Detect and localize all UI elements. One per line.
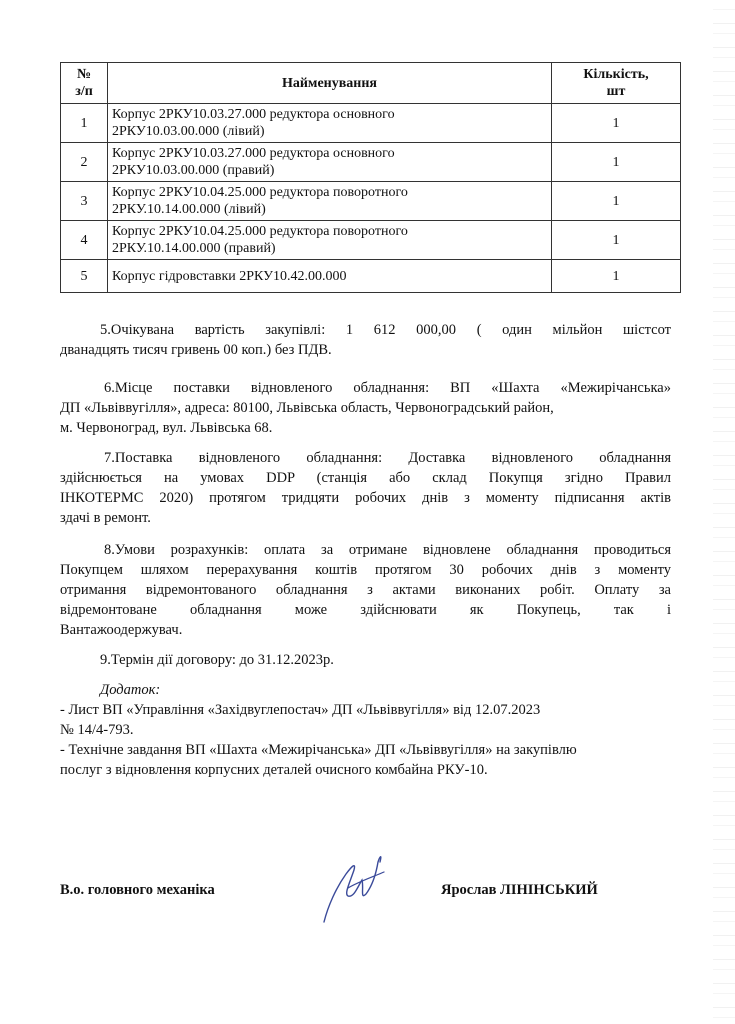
- text-line: 5.Очікувана вартість закупівлі: 1 612 000,00 ( один мільйон шістсот: [100, 322, 671, 338]
- text-line: ДП «Львіввугілля», адреса: 80100, Львівська область, Червоноградський район,: [60, 400, 554, 416]
- annex-title: Додаток:: [100, 682, 161, 698]
- handwritten-signature: [318, 848, 388, 928]
- section-9-term: [60, 650, 671, 670]
- row-name: Корпус 2РКУ10.03.27.000 редуктора основного 2РКУ10.03.00.000 (лівий): [108, 104, 552, 143]
- row-num: 5: [61, 260, 108, 293]
- text-line: Вантажоодержувач.: [60, 622, 183, 638]
- row-qty: 1: [552, 260, 681, 293]
- table-row: [61, 182, 681, 221]
- table-row: [61, 143, 681, 182]
- row-num: 4: [61, 221, 108, 260]
- annex-item: № 14/4-793.: [60, 722, 134, 738]
- header-num: № з/п: [61, 63, 108, 104]
- row-name: Корпус 2РКУ10.04.25.000 редуктора поворотного 2РКУ.10.14.00.000 (правий): [108, 221, 552, 260]
- text-line: здачі в ремонт.: [60, 510, 151, 526]
- text-line: отримання відремонтованого обладнання з актами виконаних робіт. Оплату за: [60, 582, 671, 598]
- text-line: Покупцем шляхом перерахування коштів протягом 30 робочих днів з моменту: [60, 562, 671, 578]
- table-row: [61, 260, 681, 293]
- text-line: 6.Місце поставки відновленого обладнання: ВП «Шахта «Межирічанська»: [104, 380, 671, 396]
- items-table: [60, 62, 681, 293]
- row-qty: 1: [552, 104, 681, 143]
- row-qty: 1: [552, 182, 681, 221]
- row-qty: 1: [552, 221, 681, 260]
- row-num: 2: [61, 143, 108, 182]
- table-row: [61, 104, 681, 143]
- row-name: Корпус 2РКУ10.04.25.000 редуктора поворотного 2РКУ.10.14.00.000 (лівий): [108, 182, 552, 221]
- annex-item: послуг з відновлення корпусних деталей очисного комбайна РКУ-10.: [60, 762, 488, 778]
- annex-item: - Лист ВП «Управління «Західвуглепостач» ДП «Львіввугілля» від 12.07.2023: [60, 702, 541, 718]
- row-name: Корпус гідровставки 2РКУ10.42.00.000: [108, 260, 552, 293]
- section-5-cost: [60, 320, 671, 360]
- signer-name: Ярослав ЛІНІНСЬКИЙ: [441, 882, 598, 898]
- text-line: 9.Термін дії договору: до 31.12.2023р.: [100, 652, 334, 668]
- text-line: здійснюється на умовах DDP (станція або склад Покупця згідно Правил: [60, 470, 671, 486]
- text-line: 8.Умови розрахунків: оплата за отримане відновлене обладнання проводиться: [104, 542, 671, 558]
- table-header-row: [61, 63, 681, 104]
- text-line: дванадцять тисяч гривень 00 коп.) без ПДВ.: [60, 342, 332, 358]
- annex-item: - Технічне завдання ВП «Шахта «Межирічанська» ДП «Львіввугілля» на закупівлю: [60, 742, 577, 758]
- row-num: 1: [61, 104, 108, 143]
- header-name: Найменування: [108, 63, 552, 104]
- section-6-delivery-place: [60, 378, 671, 438]
- text-line: ІНКОТЕРМС 2020) протягом тридцяти робочих днів з моменту підписання актів: [60, 490, 671, 506]
- table-row: [61, 221, 681, 260]
- row-name: Корпус 2РКУ10.03.27.000 редуктора основного 2РКУ10.03.00.000 (правий): [108, 143, 552, 182]
- scan-edge-artifact: [713, 0, 735, 1024]
- text-line: 7.Поставка відновленого обладнання: Доставка відновленого обладнання: [104, 450, 671, 466]
- header-qty: Кількість, шт: [552, 63, 681, 104]
- row-num: 3: [61, 182, 108, 221]
- annex: [60, 680, 671, 780]
- signer-position: В.о. головного механіка: [60, 882, 215, 898]
- row-qty: 1: [552, 143, 681, 182]
- text-line: відремонтоване обладнання може здійснювати як Покупець, так і: [60, 602, 671, 618]
- section-8-payment: [60, 540, 671, 640]
- text-line: м. Червоноград, вул. Львівська 68.: [60, 420, 273, 436]
- section-7-delivery: [60, 448, 671, 528]
